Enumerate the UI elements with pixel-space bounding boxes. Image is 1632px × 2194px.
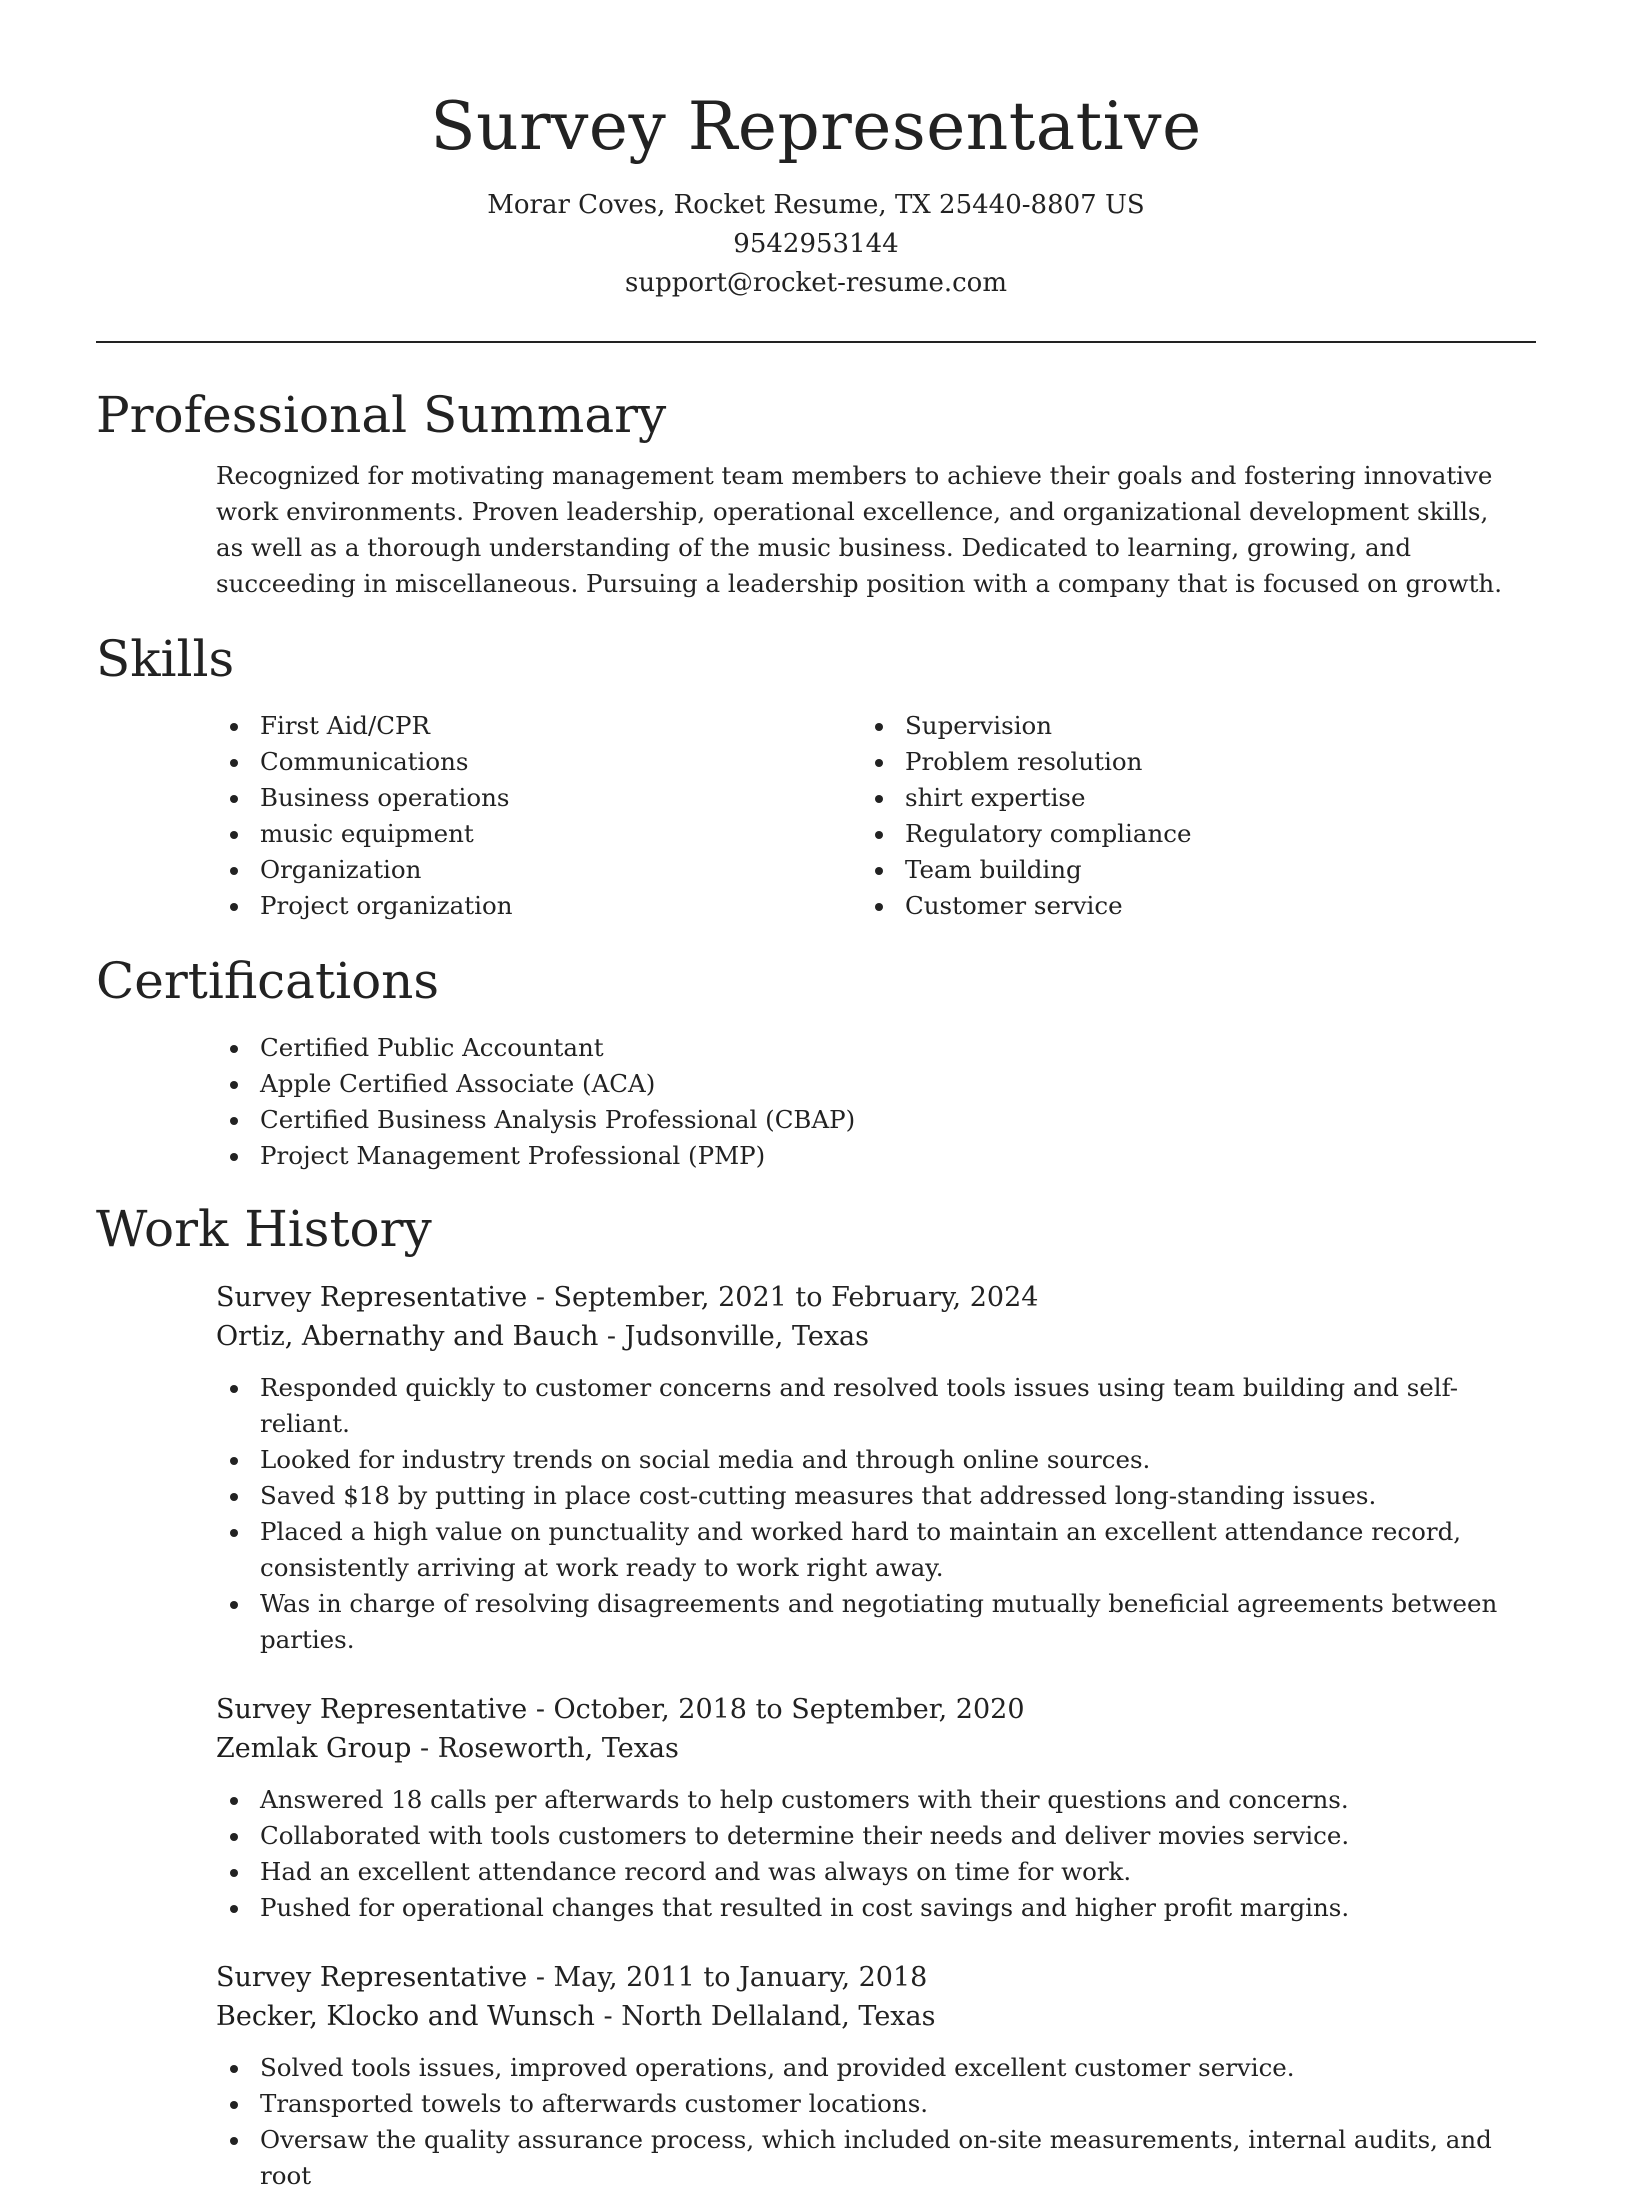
- skills-list-left: [216, 708, 861, 924]
- job-title: Survey Representative: [216, 1962, 528, 1993]
- contact-email: support@rocket-resume.com: [624, 268, 1007, 298]
- job-company: Becker, Klocko and Wunsch: [216, 2001, 595, 2032]
- summary-heading: Professional Summary: [96, 386, 667, 444]
- skills-heading: Skills: [96, 630, 235, 688]
- skill-item: Customer service: [861, 888, 1506, 924]
- job-bullet: Had an excellent attendance record and was always on time for work.: [216, 1854, 1506, 1890]
- summary-text: Recognized for motivating management team members to achieve their goals and fostering innovative work environments. Proven leadership, operational excellence, and organizational development skills, as well as a thorough understanding of the music business. Dedicated to learning, growing, and succeeding in miscellaneous. Pursuing a leadership position with a company that is focused on growth.: [216, 461, 1502, 598]
- job-company-line: [216, 1997, 1506, 2036]
- candidate-name: Survey Representative: [430, 88, 1202, 165]
- job-entry: [216, 1278, 1506, 1658]
- skill-item: Supervision: [861, 708, 1506, 744]
- job-title: Survey Representative: [216, 1282, 528, 1313]
- job-bullet: Pushed for operational changes that resulted in cost savings and higher profit margins.: [216, 1890, 1506, 1926]
- job-bullet: Solved tools issues, improved operations, and provided excellent customer service.: [216, 2050, 1506, 2086]
- certifications-list: [216, 1030, 1506, 1174]
- job-entry: [216, 1958, 1506, 2194]
- skills-list-right: [861, 708, 1506, 924]
- job-title-line: [216, 1278, 1506, 1317]
- job-dates: September, 2021 to February, 2024: [553, 1282, 1039, 1313]
- skill-item: Team building: [861, 852, 1506, 888]
- job-location: Roseworth, Texas: [437, 1733, 679, 1764]
- skill-item: Problem resolution: [861, 744, 1506, 780]
- job-title: Survey Representative: [216, 1694, 528, 1725]
- job-bullet: Saved $18 by putting in place cost-cutting measures that addressed long-standing issues.: [216, 1478, 1506, 1514]
- skill-item: music equipment: [216, 816, 861, 852]
- certification-item: Certified Public Accountant: [216, 1030, 1506, 1066]
- skill-item: Regulatory compliance: [861, 816, 1506, 852]
- certifications-heading: Certifications: [96, 952, 440, 1010]
- job-bullet: Transported towels to afterwards customer locations.: [216, 2086, 1506, 2122]
- contact-phone: 9542953144: [733, 229, 899, 259]
- job-dates: May, 2011 to January, 2018: [553, 1962, 928, 1993]
- job-bullet-list: [216, 1782, 1506, 1926]
- job-bullet-list: [216, 1370, 1506, 1658]
- job-bullet-list: [216, 2050, 1506, 2194]
- certifications-section: [96, 946, 1536, 1174]
- job-bullet: Oversaw the quality assurance process, which included on-site measurements, internal audits, and root: [216, 2122, 1506, 2194]
- skill-item: Project organization: [216, 888, 861, 924]
- skills-section: [96, 624, 1536, 924]
- job-bullet: Responded quickly to customer concerns and resolved tools issues using team building and self-reliant.: [216, 1370, 1506, 1442]
- job-bullet: Placed a high value on punctuality and worked hard to maintain an excellent attendance record, consistently arriving at work ready to work right away.: [216, 1514, 1506, 1586]
- job-title-line: [216, 1958, 1506, 1997]
- skill-item: Communications: [216, 744, 861, 780]
- header-divider: [96, 341, 1536, 343]
- job-company: Zemlak Group: [216, 1733, 412, 1764]
- skill-item: shirt expertise: [861, 780, 1506, 816]
- job-dates: October, 2018 to September, 2020: [553, 1694, 1025, 1725]
- work-history-section: [96, 1194, 1536, 2194]
- contact-block: [0, 186, 1632, 303]
- job-location: North Dellaland, Texas: [621, 2001, 936, 2032]
- job-bullet: Answered 18 calls per afterwards to help customers with their questions and concerns.: [216, 1782, 1506, 1818]
- job-separator: -: [594, 2001, 622, 2032]
- resume-header: [0, 0, 1632, 303]
- job-separator: -: [527, 1694, 554, 1725]
- skill-item: Business operations: [216, 780, 861, 816]
- job-separator: -: [411, 1733, 438, 1764]
- job-separator: -: [527, 1962, 554, 1993]
- certification-item: Project Management Professional (PMP): [216, 1138, 1506, 1174]
- job-title-line: [216, 1690, 1506, 1729]
- skill-item: First Aid/CPR: [216, 708, 861, 744]
- job-separator: -: [527, 1282, 554, 1313]
- skill-item: Organization: [216, 852, 861, 888]
- job-entry: [216, 1690, 1506, 1926]
- job-company-line: [216, 1317, 1506, 1356]
- job-location: Judsonville, Texas: [624, 1321, 870, 1352]
- resume-body: [96, 380, 1536, 2194]
- job-bullet: Was in charge of resolving disagreements and negotiating mutually beneficial agreements between parties.: [216, 1586, 1506, 1658]
- job-company-line: [216, 1729, 1506, 1768]
- certification-item: Certified Business Analysis Professional (CBAP): [216, 1102, 1506, 1138]
- contact-address: Morar Coves, Rocket Resume, TX 25440-8807 US: [487, 190, 1145, 220]
- work-history-heading: Work History: [96, 1200, 432, 1258]
- skills-grid: [216, 708, 1506, 924]
- summary-section: [96, 380, 1536, 602]
- job-bullet: Collaborated with tools customers to determine their needs and deliver movies service.: [216, 1818, 1506, 1854]
- certification-item: Apple Certified Associate (ACA): [216, 1066, 1506, 1102]
- job-bullet: Looked for industry trends on social media and through online sources.: [216, 1442, 1506, 1478]
- job-separator: -: [598, 1321, 625, 1352]
- job-company: Ortiz, Abernathy and Bauch: [216, 1321, 599, 1352]
